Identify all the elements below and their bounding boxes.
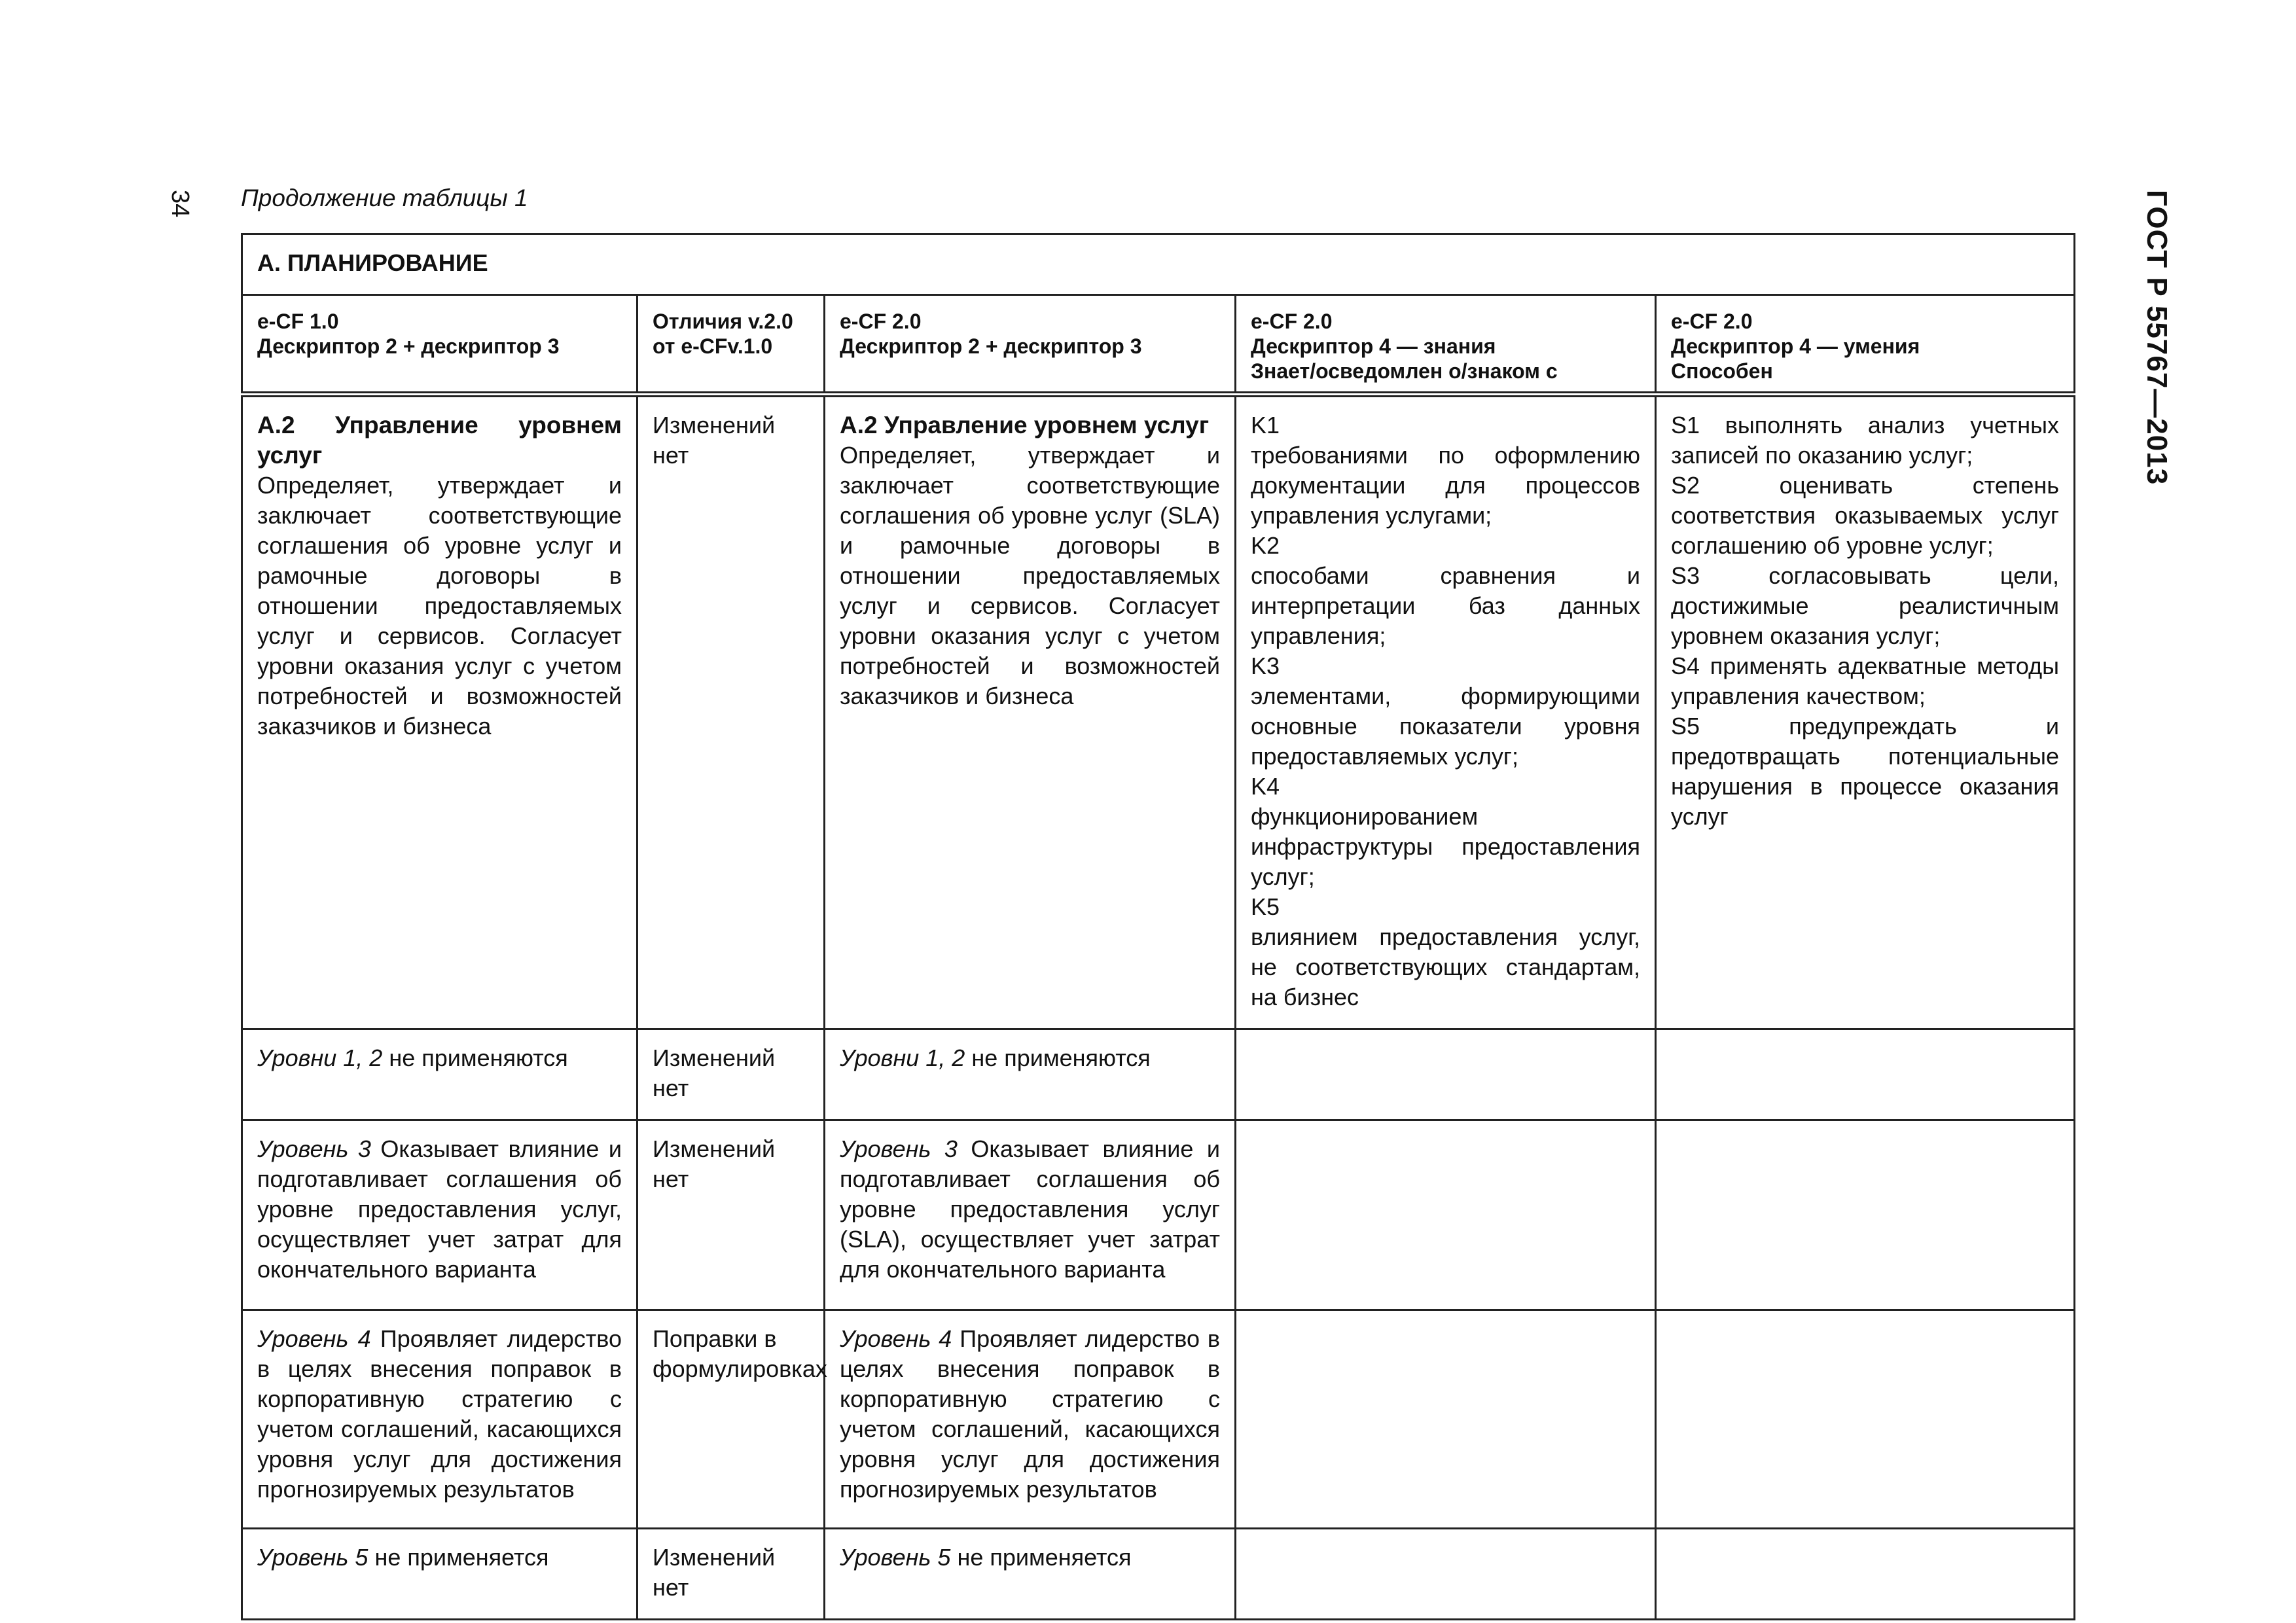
- knowledge-code: K2: [1251, 532, 1280, 559]
- cell-differences: Поправки в формулировках: [637, 1310, 825, 1529]
- knowledge-code: K1: [1251, 412, 1280, 438]
- skill-item: S5 предупреждать и предотвращать потенциальные нарушения в процессе оказания услуг: [1671, 713, 2060, 830]
- level-label: Уровень 4: [840, 1325, 952, 1352]
- header-line: от e-CFv.1.0: [653, 334, 773, 358]
- cell-knowledge: [1236, 395, 1656, 1029]
- competence-title: А.2 Управление уровнем услуг: [257, 412, 622, 469]
- competence-title: А.2 Управление уровнем услуг: [840, 412, 1210, 438]
- cell-ecf2-description: [825, 395, 1236, 1029]
- cell-ecf1-level: [242, 1529, 637, 1620]
- skill-item: S4 применять адекватные методы управления качеством;: [1671, 652, 2060, 709]
- document-code: ГОСТ Р 55767—2013: [2141, 190, 2173, 486]
- competence-table: [241, 233, 2075, 1620]
- level-text: не применяются: [965, 1044, 1151, 1071]
- level-text: не применяются: [382, 1044, 568, 1071]
- knowledge-code: K3: [1251, 652, 1280, 679]
- knowledge-text: способами сравнения и интерпретации баз данных управления;: [1251, 562, 1640, 649]
- header-line: Дескриптор 2 + дескриптор 3: [257, 334, 560, 358]
- header-line: e-CF 2.0: [1251, 310, 1333, 333]
- cell-empty: [1656, 1120, 2075, 1310]
- knowledge-code: K4: [1251, 773, 1280, 800]
- knowledge-text: требованиями по оформлению документации для процессов управления услугами;: [1251, 442, 1640, 529]
- knowledge-text: элементами, формирующими основные показатели уровня предоставляемых услуг;: [1251, 683, 1640, 770]
- table-row-level: [242, 1310, 2075, 1529]
- level-text: Проявляет лидерство в целях внесения поправок в корпоративную стратегию с учетом соглашений, касающихся уровня услуг для достижения прогнозируемых результатов: [840, 1325, 1220, 1503]
- cell-empty: [1656, 1029, 2075, 1120]
- knowledge-text: функционированием инфраструктуры предоставления услуг;: [1251, 803, 1640, 890]
- cell-ecf2-level: [825, 1120, 1236, 1310]
- header-row: [242, 295, 2075, 395]
- competence-text: Определяет, утверждает и заключает соответствующие соглашения об уровне услуг и рамочные договоры в отношении предоставляемых услуг и сервисов. Согласует уровни оказания услуг с учетом потребностей и возможностей заказчиков и бизнеса: [257, 472, 622, 740]
- cell-ecf2-level: [825, 1310, 1236, 1529]
- level-text: не применяется: [950, 1544, 1132, 1571]
- table-row-level: [242, 1120, 2075, 1310]
- header-line: Отличия v.2.0: [653, 310, 793, 333]
- cell-empty: [1656, 1529, 2075, 1620]
- cell-ecf1-level: [242, 1120, 637, 1310]
- header-line: Дескриптор 4 — умения: [1671, 334, 1920, 358]
- level-text: Проявляет лидерство в целях внесения поправок в корпоративную стратегию с учетом соглашений, касающихся уровня услуг для достижения прогнозируемых результатов: [257, 1325, 622, 1503]
- header-cell: [242, 295, 637, 395]
- header-line: e-CF 2.0: [1671, 310, 1753, 333]
- cell-differences: Изменений нет: [637, 1529, 825, 1620]
- cell-ecf1-description: [242, 395, 637, 1029]
- page-number: 34: [166, 190, 194, 218]
- header-line: Дескриптор 2 + дескриптор 3: [840, 334, 1142, 358]
- cell-empty: [1236, 1120, 1656, 1310]
- level-text: не применяется: [368, 1544, 549, 1571]
- knowledge-text: влиянием предоставления услуг, не соответствующих стандартам, на бизнес: [1251, 923, 1640, 1010]
- header-cell: [637, 295, 825, 395]
- skill-item: S3 согласовывать цели, достижимые реалистичным уровнем оказания услуг;: [1671, 562, 2060, 649]
- cell-differences: Изменений нет: [637, 1120, 825, 1310]
- header-line: Знает/осведомлен о/знаком с: [1251, 359, 1558, 383]
- header-line: Способен: [1671, 359, 1773, 383]
- level-label: Уровень 3: [840, 1135, 958, 1162]
- level-text: Оказывает влияние и подготавливает соглашения об уровне предоставления услуг, осуществляет учет затрат для окончательного варианта: [257, 1135, 622, 1283]
- cell-differences: Изменений нет: [637, 395, 825, 1029]
- cell-ecf1-level: [242, 1029, 637, 1120]
- level-text: Оказывает влияние и подготавливает соглашения об уровне предоставления услуг (SLA), осуществляет учет затрат для окончательного варианта: [840, 1135, 1220, 1283]
- cell-ecf2-level: [825, 1029, 1236, 1120]
- header-cell: [825, 295, 1236, 395]
- table-row-level: [242, 1529, 2075, 1620]
- cell-empty: [1236, 1310, 1656, 1529]
- cell-empty: [1236, 1029, 1656, 1120]
- level-label: Уровень 3: [257, 1135, 371, 1162]
- section-row: [242, 234, 2075, 295]
- level-label: Уровни 1, 2: [840, 1044, 965, 1071]
- knowledge-code: K5: [1251, 893, 1280, 920]
- level-label: Уровень 4: [257, 1325, 371, 1352]
- cell-empty: [1236, 1529, 1656, 1620]
- level-label: Уровни 1, 2: [257, 1044, 383, 1071]
- header-line: e-CF 2.0: [840, 310, 922, 333]
- table-row-main: [242, 395, 2075, 1029]
- cell-empty: [1656, 1310, 2075, 1529]
- header-cell: [1656, 295, 2075, 395]
- cell-skills: [1656, 395, 2075, 1029]
- competence-text: Определяет, утверждает и заключает соответствующие соглашения об уровне услуг (SLA) и рамочные договоры в отношении предоставляемых услуг и сервисов. Согласует уровни оказания услуг с учетом потребностей и возможностей заказчиков и бизнеса: [840, 442, 1220, 709]
- table-row-level: [242, 1029, 2075, 1120]
- header-line: Дескриптор 4 — знания: [1251, 334, 1496, 358]
- header-line: e-CF 1.0: [257, 310, 339, 333]
- skill-item: S2 оценивать степень соответствия оказываемых услуг соглашению об уровне услуг;: [1671, 472, 2060, 559]
- header-cell: [1236, 295, 1656, 395]
- level-label: Уровень 5: [257, 1544, 368, 1571]
- cell-differences: Изменений нет: [637, 1029, 825, 1120]
- section-title: А. ПЛАНИРОВАНИЕ: [242, 234, 2075, 295]
- cell-ecf2-level: [825, 1529, 1236, 1620]
- cell-ecf1-level: [242, 1310, 637, 1529]
- skill-item: S1 выполнять анализ учетных записей по оказанию услуг;: [1671, 412, 2060, 469]
- table-caption: Продолжение таблицы 1: [241, 185, 528, 211]
- level-label: Уровень 5: [840, 1544, 951, 1571]
